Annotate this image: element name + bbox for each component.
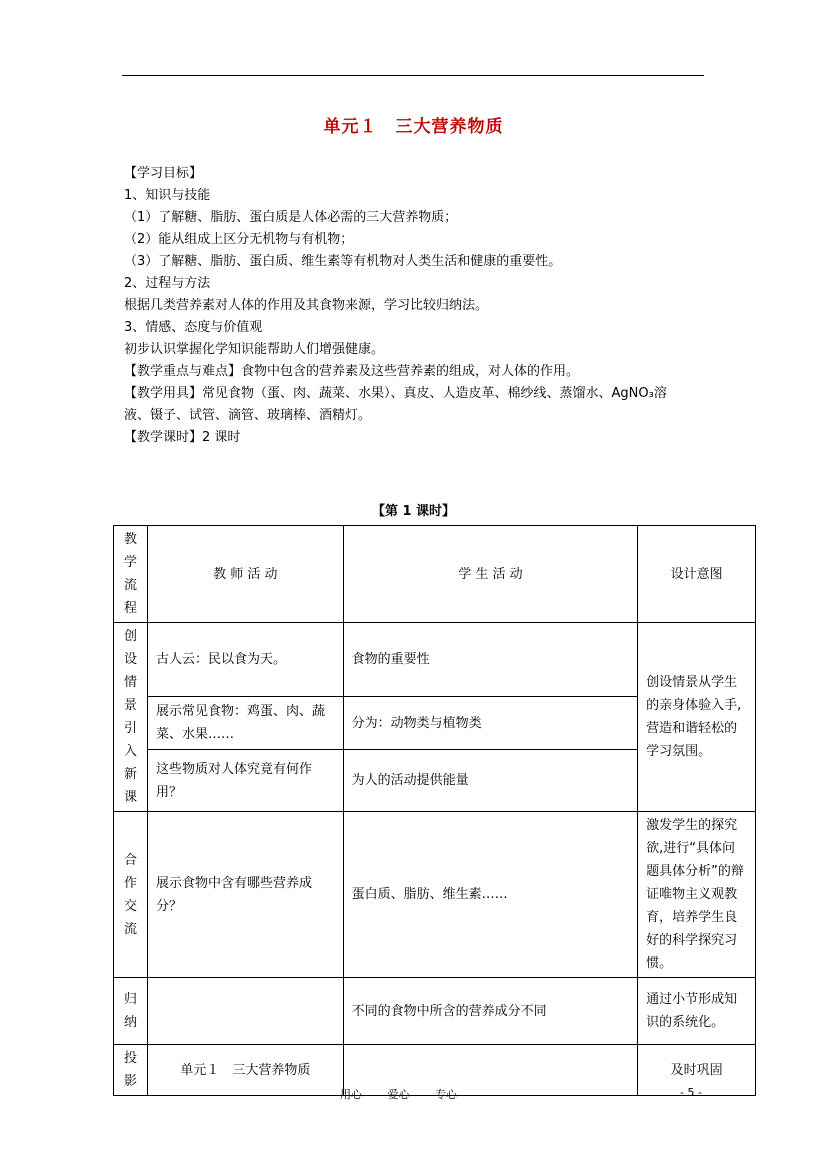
header-rule <box>122 75 704 76</box>
objective-line: （1）了解糖、脂肪、蛋白质是人体必需的三大营养物质； <box>124 210 458 225</box>
table-row <box>114 978 756 1045</box>
student-cell: 分为：动物类与植物类 <box>343 697 637 750</box>
objective-line: （3）了解糖、脂肪、蛋白质、维生素等有机物对人类生活和健康的重要性。 <box>124 254 562 269</box>
teacher-cell: 展示常见食物：鸡蛋、肉、蔬菜、水果…… <box>147 697 343 750</box>
objective-line: 1、知识与技能 <box>124 188 211 203</box>
page-number: - 5 - <box>680 1086 702 1099</box>
teacher-cell: 展示食物中含有哪些营养成分？ <box>147 812 343 978</box>
session-label: 【第 1 课时】 <box>371 504 456 519</box>
objective-line: 3、情感、态度与价值观 <box>124 320 263 335</box>
motto-word: 专心 <box>435 1088 457 1101</box>
student-cell: 不同的食物中所含的营养成分不同 <box>343 978 637 1045</box>
intent-cell: 创设情景从学生的亲身体验入手,营造和谐轻松的学习氛围。 <box>638 623 756 812</box>
footer-motto <box>340 1086 479 1102</box>
table-row <box>114 623 756 697</box>
objective-line: 2、过程与方法 <box>124 276 211 291</box>
header-student: 学 生 活 动 <box>343 526 637 623</box>
objective-line: 初步认识掌握化学知识能帮助人们增强健康。 <box>124 342 385 357</box>
teacher-cell: 古人云：民以食为天。 <box>147 623 343 697</box>
student-cell: 食物的重要性 <box>343 623 637 697</box>
flow-summary: 归纳 <box>114 978 148 1045</box>
intent-cell: 通过小节形成知识的系统化。 <box>638 978 756 1045</box>
lesson-table <box>113 525 756 1096</box>
page-title: 单元１ 三大营养物质 <box>323 117 504 137</box>
flow-intro: 创设情景引入新课 <box>114 623 148 812</box>
motto-word: 用心 <box>340 1088 362 1101</box>
header-intent: 设计意图 <box>638 526 756 623</box>
teaching-tools-line: 【教学用具】常见食物（蛋、肉、蔬菜、水果）、真皮、人造皮革、棉纱线、蒸馏水、AgNO₃溶 <box>124 386 667 401</box>
teaching-tools-line-cont: 液、镊子、试管、滴管、玻璃棒、酒精灯。 <box>124 408 372 423</box>
flow-projection: 投影 <box>114 1045 148 1096</box>
table-header-row <box>114 526 756 623</box>
student-cell: 为人的活动提供能量 <box>343 750 637 812</box>
student-cell: 蛋白质、脂肪、维生素…… <box>343 812 637 978</box>
teacher-cell: 这些物质对人体究竟有何作用？ <box>147 750 343 812</box>
header-teacher: 教 师 活 动 <box>147 526 343 623</box>
teacher-cell: 单元１ 三大营养物质 <box>147 1045 343 1096</box>
table-row <box>114 812 756 978</box>
objective-line: （2）能从组成上区分无机物与有机物； <box>124 232 354 247</box>
objective-line: 根据几类营养素对人体的作用及其食物来源，学习比较归纳法。 <box>124 298 489 313</box>
objectives-heading: 【学习目标】 <box>124 166 203 181</box>
objectives-section <box>124 163 714 449</box>
header-flow: 教学流程 <box>114 526 148 623</box>
teacher-cell <box>147 978 343 1045</box>
flow-cooperate: 合作交流 <box>114 812 148 978</box>
intent-cell: 激发学生的探究欲,进行“具体问题具体分析”的辩证唯物主义观教育，培养学生良好的科学探究习惯。 <box>638 812 756 978</box>
class-hours-line: 【教学课时】2 课时 <box>124 430 241 445</box>
motto-word: 爱心 <box>387 1088 410 1101</box>
intent-cell: 及时巩固 <box>638 1045 756 1096</box>
key-points-line: 【教学重点与难点】食物中包含的营养素及这些营养素的组成，对人体的作用。 <box>124 364 580 379</box>
